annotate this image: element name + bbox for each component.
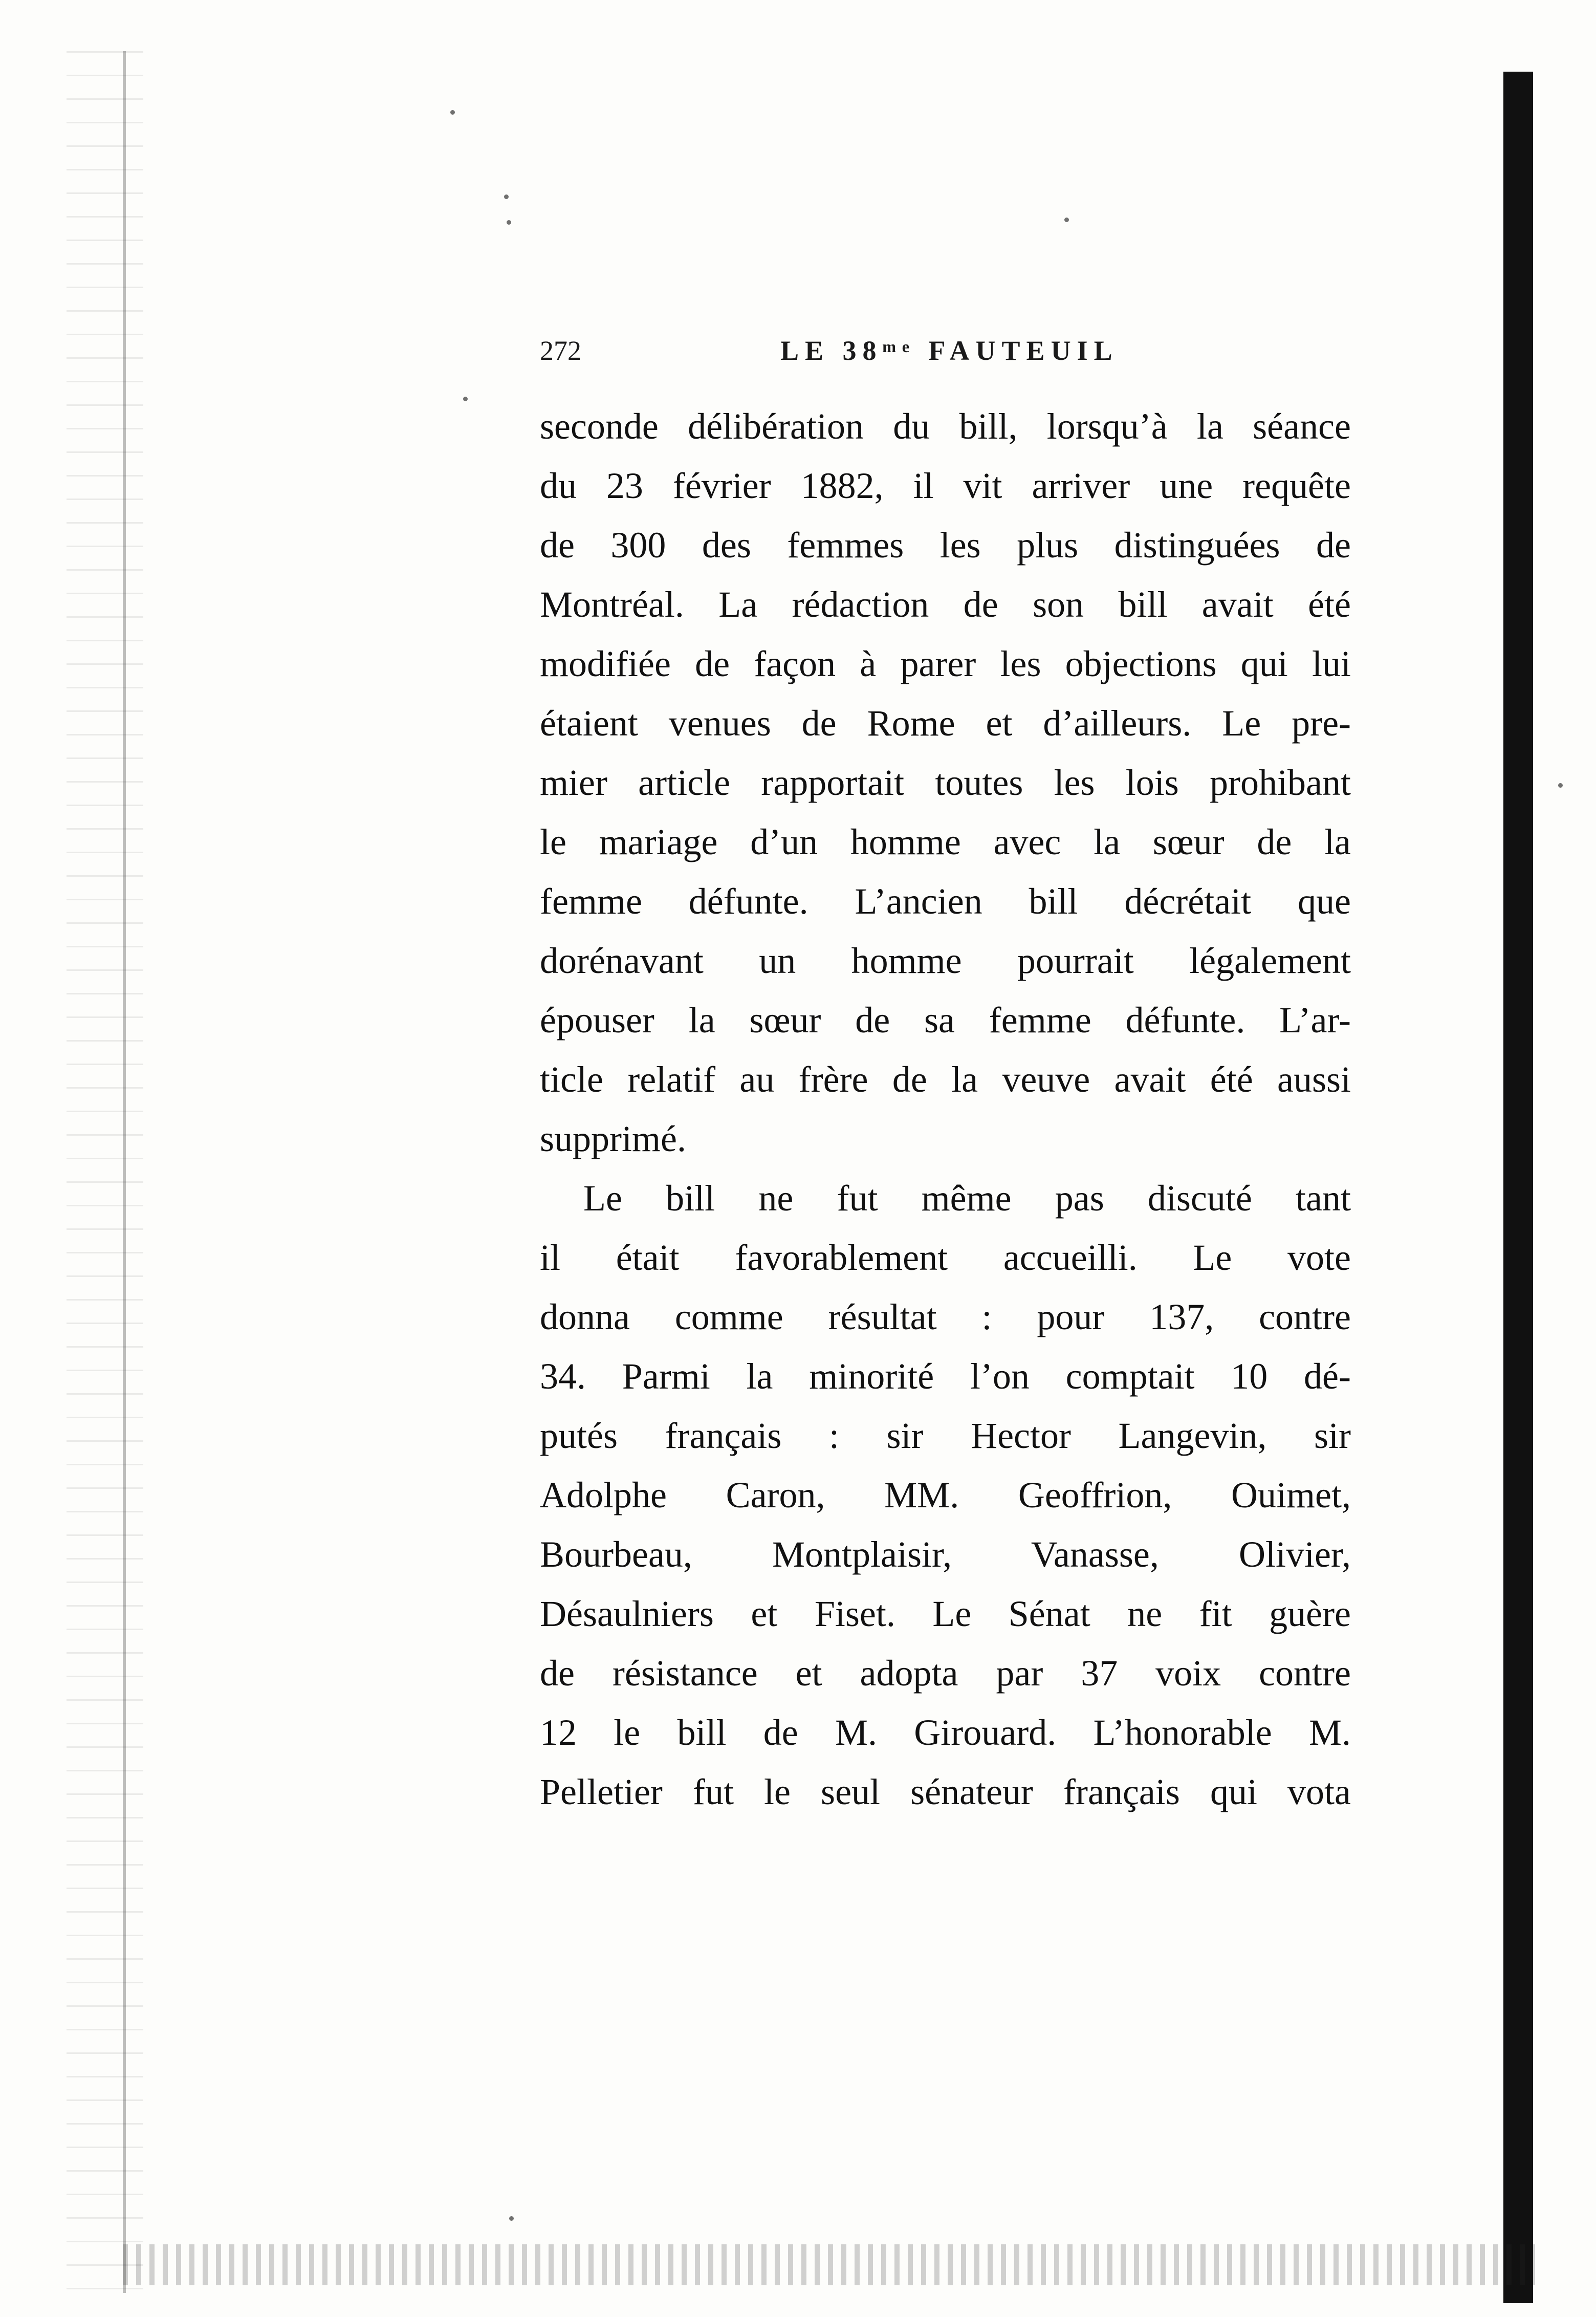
text-line: putés français : sir Hector Langevin, sir — [540, 1415, 1351, 1456]
scan-speck — [463, 397, 468, 401]
scan-speck — [507, 220, 511, 225]
text-line: épouser la sœur de sa femme défunte. L’ar- — [540, 1000, 1351, 1041]
text-line: 34. Parmi la minorité l’on comptait 10 dé- — [540, 1356, 1351, 1397]
text-line: Adolphe Caron, MM. Geoffrion, Ouimet, — [540, 1475, 1351, 1515]
text-line: de résistance et adopta par 37 voix contre — [540, 1653, 1351, 1694]
book-title: LE 38ᵐᵉ FAUTEUIL — [780, 335, 1119, 366]
running-head — [540, 328, 1348, 374]
text-line: de 300 des femmes les plus distinguées de — [540, 525, 1351, 566]
text-line: Montréal. La rédaction de son bill avait été — [540, 584, 1351, 625]
text-line: dorénavant un homme pourrait légalement — [540, 940, 1351, 981]
text-line: supprimé. — [540, 1118, 686, 1159]
text-line: Pelletier fut le seul sénateur français qui vota — [540, 1771, 1351, 1812]
binding-edge-line — [123, 51, 126, 2293]
scan-edge-bar — [1503, 72, 1533, 2303]
text-line: seconde délibération du bill, lorsqu’à la séance — [540, 406, 1351, 447]
text-line: modifiée de façon à parer les objections qui lui — [540, 643, 1351, 684]
scan-speck — [504, 194, 509, 199]
text-line: Désaulniers et Fiset. Le Sénat ne fit guère — [540, 1593, 1351, 1634]
scan-speck — [1064, 218, 1069, 222]
text-line: ticle relatif au frère de la veuve avait été aussi — [540, 1059, 1351, 1100]
text-line: Le bill ne fut même pas discuté tant — [583, 1178, 1351, 1219]
text-line: le mariage d’un homme avec la sœur de la — [540, 821, 1351, 862]
scan-speck — [509, 2216, 514, 2221]
page-number: 272 — [540, 335, 581, 366]
text-line: mier article rapportait toutes les lois prohibant — [540, 762, 1351, 803]
text-line: femme défunte. L’ancien bill décrétait que — [540, 881, 1351, 922]
text-line: Bourbeau, Montplaisir, Vanasse, Olivier, — [540, 1534, 1351, 1575]
text-line: du 23 février 1882, il vit arriver une requête — [540, 465, 1351, 506]
binding-edge-shadow — [67, 51, 143, 2293]
body-text — [540, 397, 1351, 1822]
text-line: 12 le bill de M. Girouard. L’honorable M. — [540, 1712, 1351, 1753]
text-line: il était favorablement accueilli. Le vote — [540, 1237, 1351, 1278]
scan-speck — [1558, 783, 1563, 788]
text-line: étaient venues de Rome et d’ailleurs. Le pre- — [540, 703, 1351, 744]
scan-bottom-shadow — [123, 2244, 1535, 2285]
scan-speck — [450, 110, 455, 115]
text-line: donna comme résultat : pour 137, contre — [540, 1296, 1351, 1337]
